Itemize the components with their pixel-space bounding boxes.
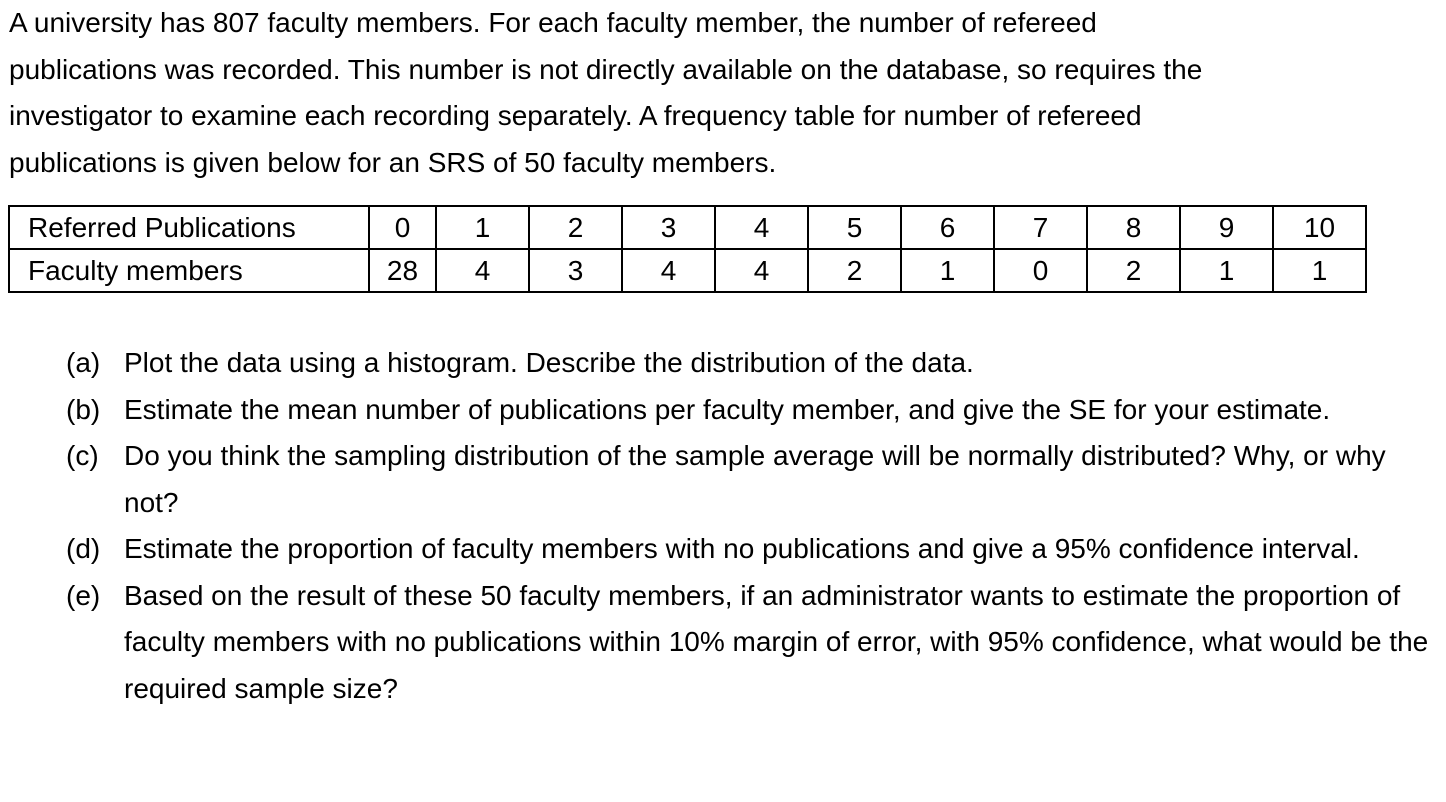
question-marker: (a) bbox=[66, 347, 101, 378]
row-header-publications: Referred Publications bbox=[9, 206, 369, 249]
question-item bbox=[0, 433, 1446, 526]
table-cell: 1 bbox=[1180, 249, 1273, 292]
question-marker: (d) bbox=[66, 533, 101, 564]
question-text: Based on the result of these 50 faculty members, if an administrator wants to estimate the proportion of faculty members with no publications within 10% margin of error, with 95% confidence, what would be the required sample size? bbox=[124, 579, 1429, 704]
intro-line: investigator to examine each recording separately. A frequency table for number of refereed bbox=[9, 100, 1142, 131]
table-cell: 1 bbox=[1273, 249, 1366, 292]
table-cell: 4 bbox=[436, 249, 529, 292]
intro-line: publications was recorded. This number is not directly available on the database, so requires the bbox=[9, 53, 1203, 85]
question-item bbox=[0, 573, 1446, 713]
table-row-faculty bbox=[9, 249, 1366, 292]
table-cell: 1 bbox=[436, 206, 529, 249]
table-cell: 1 bbox=[901, 249, 994, 292]
table-cell: 2 bbox=[808, 249, 901, 292]
question-marker: (e) bbox=[66, 579, 101, 611]
table-cell: 2 bbox=[1087, 249, 1180, 292]
question-text: Do you think the sampling distribution of the sample average will be normally distributed? Why, or why not? bbox=[124, 440, 1386, 518]
table-cell: 2 bbox=[529, 206, 622, 249]
table-cell: 8 bbox=[1087, 206, 1180, 249]
table-cell: 28 bbox=[369, 249, 436, 292]
table-cell: 10 bbox=[1273, 206, 1366, 249]
table-cell: 9 bbox=[1180, 206, 1273, 249]
table-cell: 4 bbox=[715, 249, 808, 292]
question-marker: (b) bbox=[66, 393, 101, 425]
question-item bbox=[0, 526, 1446, 573]
question-text: Estimate the mean number of publications per faculty member, and give the SE for your estimate. bbox=[124, 393, 1331, 425]
frequency-table bbox=[8, 205, 1367, 293]
row-header-faculty: Faculty members bbox=[9, 249, 369, 292]
table-cell: 4 bbox=[622, 249, 715, 292]
problem-intro bbox=[9, 0, 1429, 186]
table-cell: 4 bbox=[715, 206, 808, 249]
question-list bbox=[0, 340, 1446, 712]
table-cell: 0 bbox=[994, 249, 1087, 292]
table-cell: 3 bbox=[622, 206, 715, 249]
intro-line: publications is given below for an SRS of 50 faculty members. bbox=[9, 146, 777, 178]
question-text: Plot the data using a histogram. Describe the distribution of the data. bbox=[124, 347, 974, 378]
table-cell: 6 bbox=[901, 206, 994, 249]
table-cell: 3 bbox=[529, 249, 622, 292]
table-cell: 0 bbox=[369, 206, 436, 249]
table-cell: 5 bbox=[808, 206, 901, 249]
table-row-publications bbox=[9, 206, 1366, 249]
question-marker: (c) bbox=[66, 440, 99, 471]
intro-line: A university has 807 faculty members. For each faculty member, the number of refereed bbox=[9, 7, 1097, 38]
question-item bbox=[0, 387, 1446, 434]
question-item bbox=[0, 340, 1446, 387]
table-cell: 7 bbox=[994, 206, 1087, 249]
question-text: Estimate the proportion of faculty members with no publications and give a 95% confidence interval. bbox=[124, 533, 1360, 564]
